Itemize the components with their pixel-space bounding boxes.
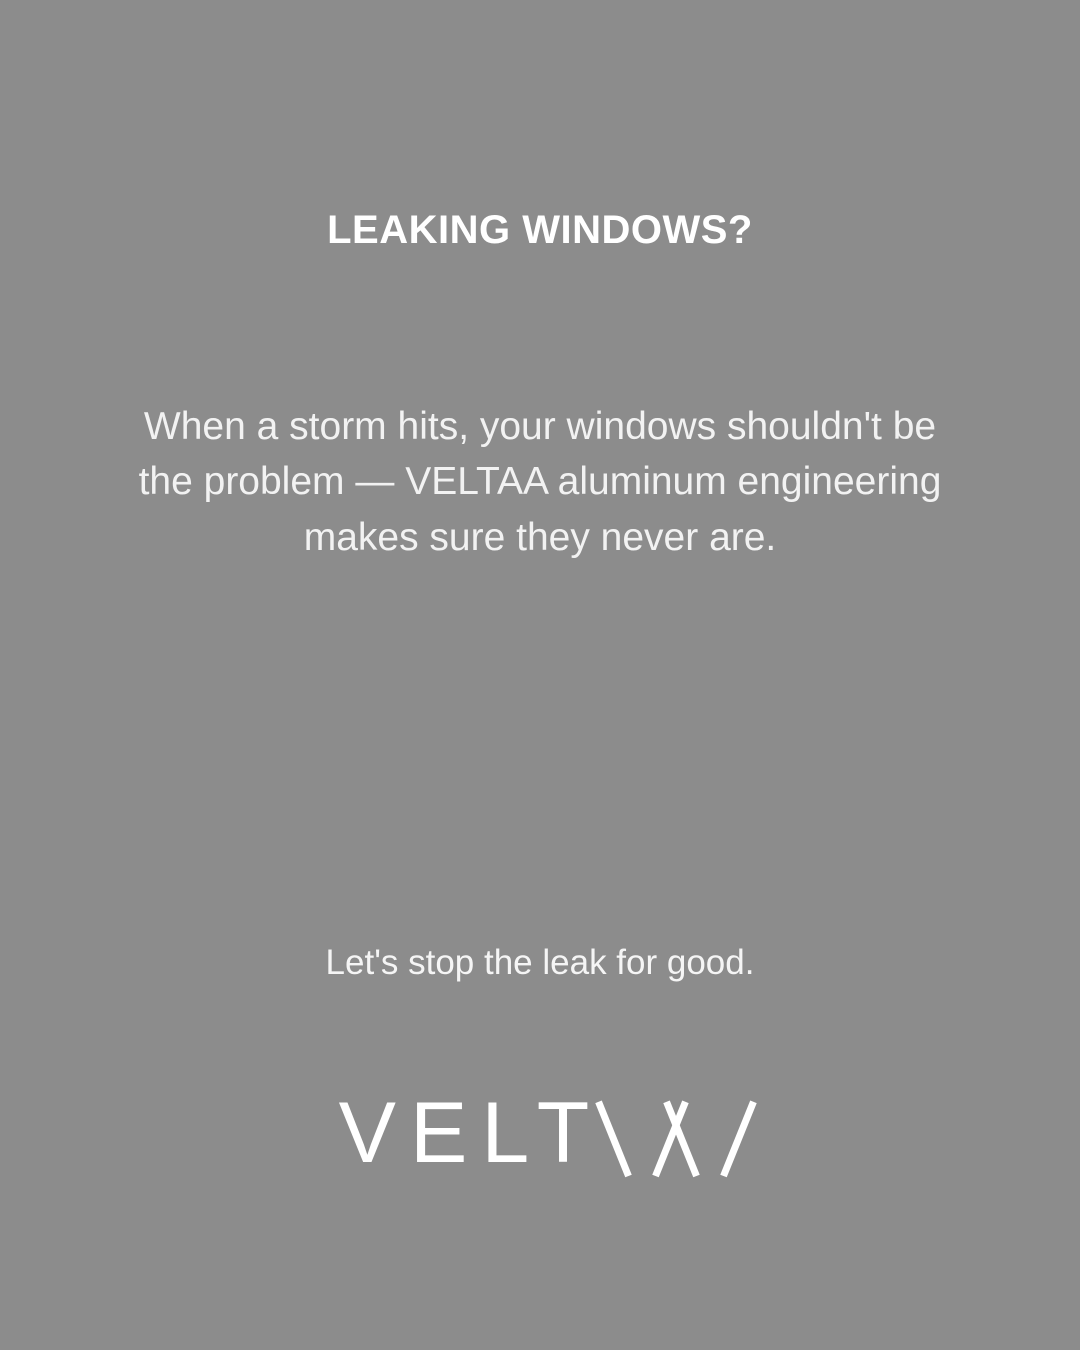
logo-chevron-marks	[605, 1102, 741, 1176]
brand-logo	[0, 1085, 1080, 1181]
body-copy: When a storm hits, your windows shouldn't be the problem — VELTAA aluminum engineering makes sure they never are.	[138, 405, 942, 559]
page-title: LEAKING WINDOWS?	[327, 208, 753, 252]
logo-wordmark: VELT	[338, 1085, 604, 1181]
chevron-a-icon	[611, 1102, 673, 1176]
logo-lockup	[338, 1085, 742, 1181]
chevron-a-icon	[679, 1102, 741, 1176]
call-to-action-text: Let's stop the leak for good.	[325, 943, 755, 982]
